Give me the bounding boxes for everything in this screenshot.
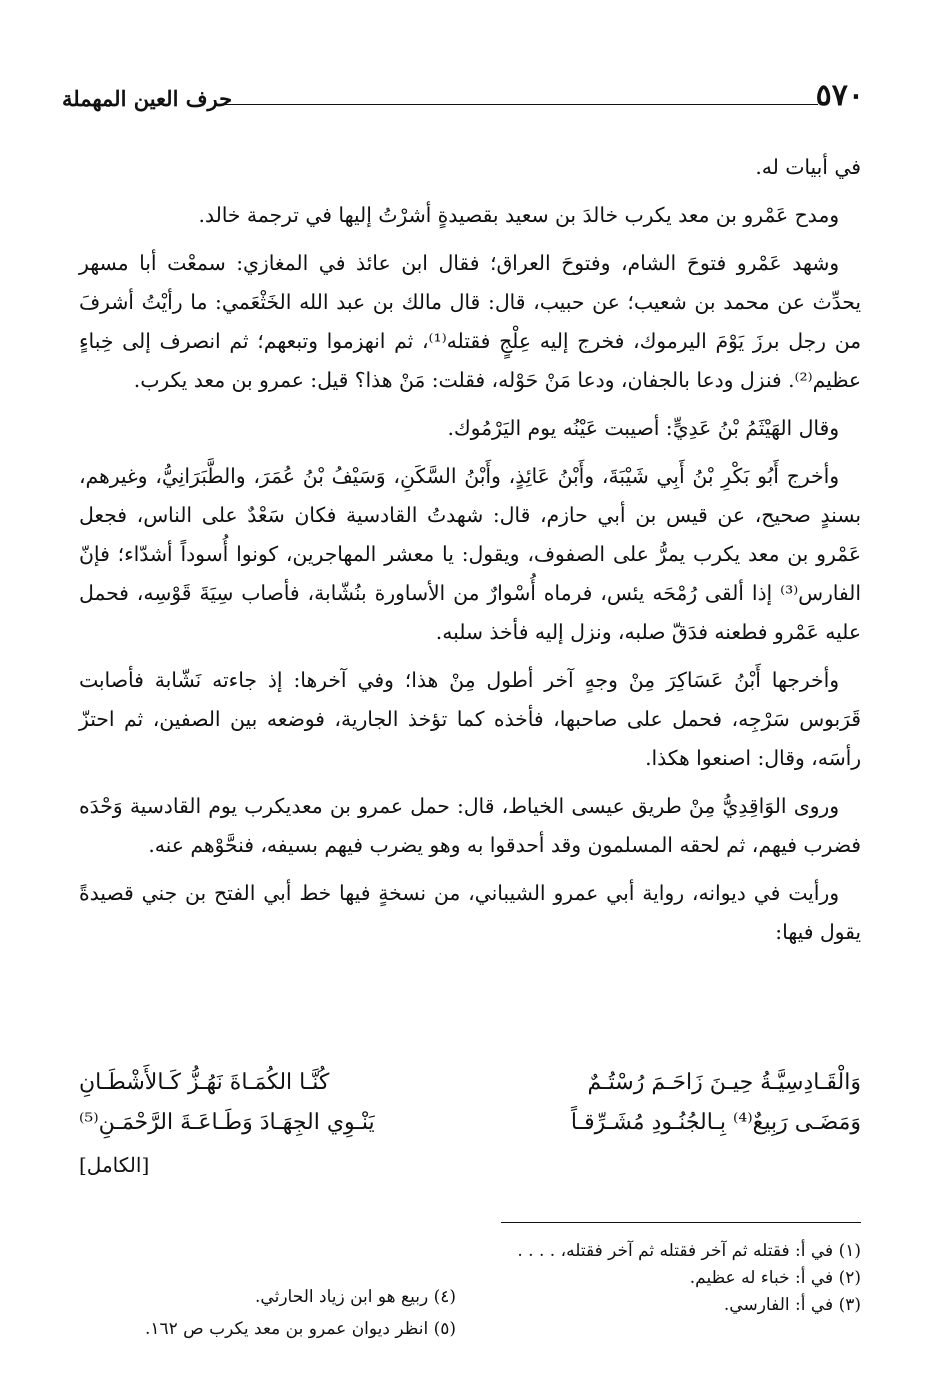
footnote: (١) في أ: فقتله ثم آخر فقتله ثم آخر فقتله، . . . .	[517, 1241, 861, 1261]
verse-first-hemistich: وَالْقَـادِسِيَّـةُ حِيـنَ زَاحَـمَ رُسْتُـمٌ	[587, 1070, 861, 1095]
paragraph: وأخرجها أَبْنُ عَسَاكِرَ مِنْ وجهٍ آخر أطول مِنْ هذا؛ وفي آخرها: إذ جاءته نَشّابة فأصابت قَرَبوس سَرْجِه، فحمل على صاحبها، فأخذه كما تؤخذ الجارية، فوضعه بين الصفين، ثم احتزّ رأسَه، وقال: اصنعوا هكذا.	[79, 668, 861, 770]
footnote: (٥) انظر ديوان عمرو بن معد يكرب ص ١٦٢.	[144, 1319, 456, 1339]
paragraph: وأخرج أَبُو بَكْرِ بْنُ أَبِي شَيْبَةَ، وأَبْنُ عَائِذٍ، وأَبْنُ السَّكَنِ، وَسَيْفُ بْنُ عُمَرَ، والطَّبَرَانِيُّ، وغيرهم، بسندٍ صحيح، عن قيس بن أبي حازم، قال: شهدتُ القادسية فكان سَعْدٌ على الناس، فجعل عَمْرو بن معد يكرب يمرُّ على الصفوف، ويقول: يا معشر المهاجرين، كونوا أُسوداً أشدّاء؛ فإنّ الفارس⁽³⁾ إذا ألقى رُمْحَه يئس، فرماه أُسْوارٌ من الأساورة بنُشّابة، فأصاب سِيَةَ قَوْسِه، فحمل عليه عَمْرو فطعنه فدَقّ صلبه، ونزل إليه فأخذ سلبه.	[79, 464, 861, 644]
verse-second-hemistich: كُنَّـا الكُمَـاةَ نَهُـزُّ كَـالأَشْطَـانِ	[79, 1070, 330, 1095]
paragraph: في أبيات له.	[755, 155, 861, 179]
paragraph: وقال الهَيْثَمُ بْنُ عَدِيٍّ: أصيبت عَيْنُه يوم اليَرْمُوك.	[447, 416, 839, 440]
poem-verse	[79, 1103, 861, 1143]
main-text	[79, 148, 861, 961]
running-header-title: حرف العين المهملة	[62, 86, 233, 111]
footnote: (٤) ربيع هو ابن زياد الحارثي.	[255, 1287, 456, 1307]
poem-verse	[79, 1063, 861, 1103]
paragraph: ومدح عَمْرو بن معد يكرب خالدَ بن سعيد بقصيدةٍ أشرْتُ إليها في ترجمة خالد.	[198, 203, 839, 227]
verse-first-hemistich: وَمَضَـى رَبِيعٌ⁽⁴⁾ بِـالجُنُـودِ مُشَـرِّقـاً	[570, 1110, 861, 1135]
footnote-rule	[501, 1222, 861, 1223]
footnotes-right-column	[441, 1238, 861, 1319]
poem	[79, 1063, 861, 1185]
page-number: ٥٧٠	[815, 78, 864, 113]
paragraph: وروى الوَاقِدِيُّ مِنْ طريق عيسى الخياط، قال: حمل عمرو بن معديكرب يوم القادسية وَحْدَه فضرب فيهم، ثم لحقه المسلمون وقد أحدقوا به وهو يضرب فيهم بسيفه، فنحَّوْهم عنه.	[79, 794, 861, 857]
footnotes-left-column	[96, 1281, 456, 1345]
paragraph: وشهد عَمْرو فتوحَ الشام، وفتوحَ العراق؛ فقال ابن عائذ في المغازي: سمعْت أبا مسهر يحدِّث عن محمد بن شعيب؛ عن حبيب، قال: قال مالك بن عبد الله الخَثْعَمي: ما رأيْتُ أشرفَ من رجل برزَ يَوْمَ اليرموك، فخرج إليه عِلْجٍ فقتله⁽¹⁾، ثم انهزموا وتبعهم؛ ثم انصرف إلى خِباءٍ عظيم⁽²⁾. فنزل ودعا بالجفان، ودعا مَنْ حَوْله، فقلت: مَنْ هذا؟ قيل: عمرو بن معد يكرب.	[79, 251, 862, 392]
header-rule	[218, 104, 818, 105]
footnote: (٢) في أ: خباء له عظيم.	[689, 1268, 861, 1288]
verse-second-hemistich: يَنْـوِي الجِهَـادَ وَطَـاعَـةَ الرَّحْمَـنِ⁽⁵⁾	[79, 1110, 375, 1135]
poem-meter: [الكامل]	[79, 1153, 150, 1177]
paragraph: ورأيت في ديوانه، رواية أبي عمرو الشيباني، من نسخةٍ فيها خط أبي الفتح بن جني قصيدةً يقول فيها:	[79, 881, 861, 944]
footnote: (٣) في أ: الفارسي.	[723, 1295, 861, 1315]
